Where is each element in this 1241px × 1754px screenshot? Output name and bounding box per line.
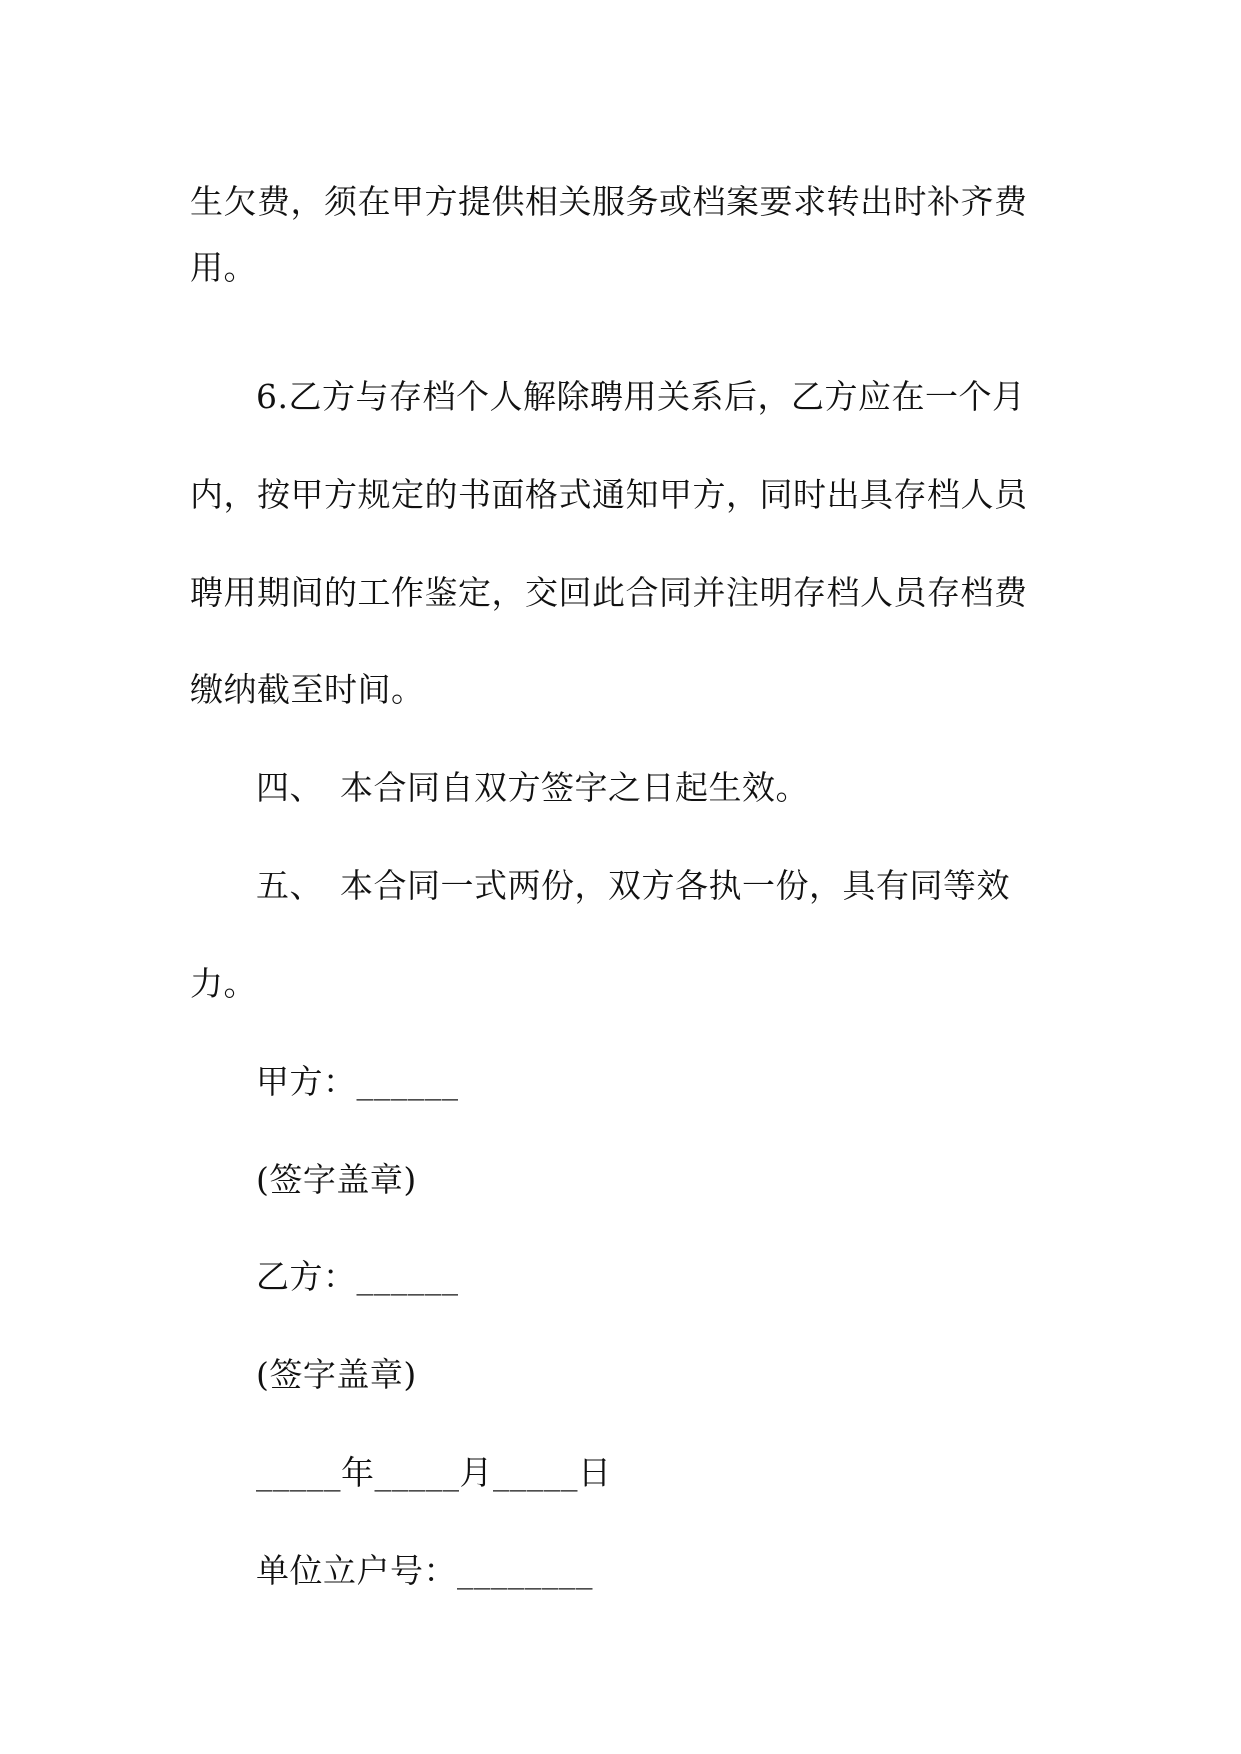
party-a-seal-note: (签字盖章): [256, 1160, 417, 1199]
account-number-line: 单位立户号：________: [256, 1551, 593, 1590]
paragraph-line: 聘用期间的工作鉴定，交回此合同并注明存档人员存档费: [190, 573, 1028, 612]
party-b-signature-line: 乙方：______: [256, 1257, 459, 1296]
paragraph-line: 用。: [190, 248, 257, 287]
clause-6-line: 6.乙方与存档个人解除聘用关系后，乙方应在一个月: [256, 377, 1026, 416]
paragraph-line: 缴纳截至时间。: [190, 670, 425, 709]
section-five: 五、 本合同一式两份，双方各执一份，具有同等效: [256, 866, 1010, 905]
paragraph-line: 内，按甲方规定的书面格式通知甲方，同时出具存档人员: [190, 475, 1028, 514]
party-b-seal-note: (签字盖章): [256, 1355, 417, 1394]
section-four: 四、 本合同自双方签字之日起生效。: [256, 768, 809, 807]
paragraph-line: 生欠费，须在甲方提供相关服务或档案要求转出时补齐费: [190, 182, 1028, 221]
party-a-signature-line: 甲方：______: [256, 1062, 459, 1101]
date-line: _____年_____月_____日: [256, 1453, 612, 1492]
paragraph-line: 力。: [190, 964, 257, 1003]
